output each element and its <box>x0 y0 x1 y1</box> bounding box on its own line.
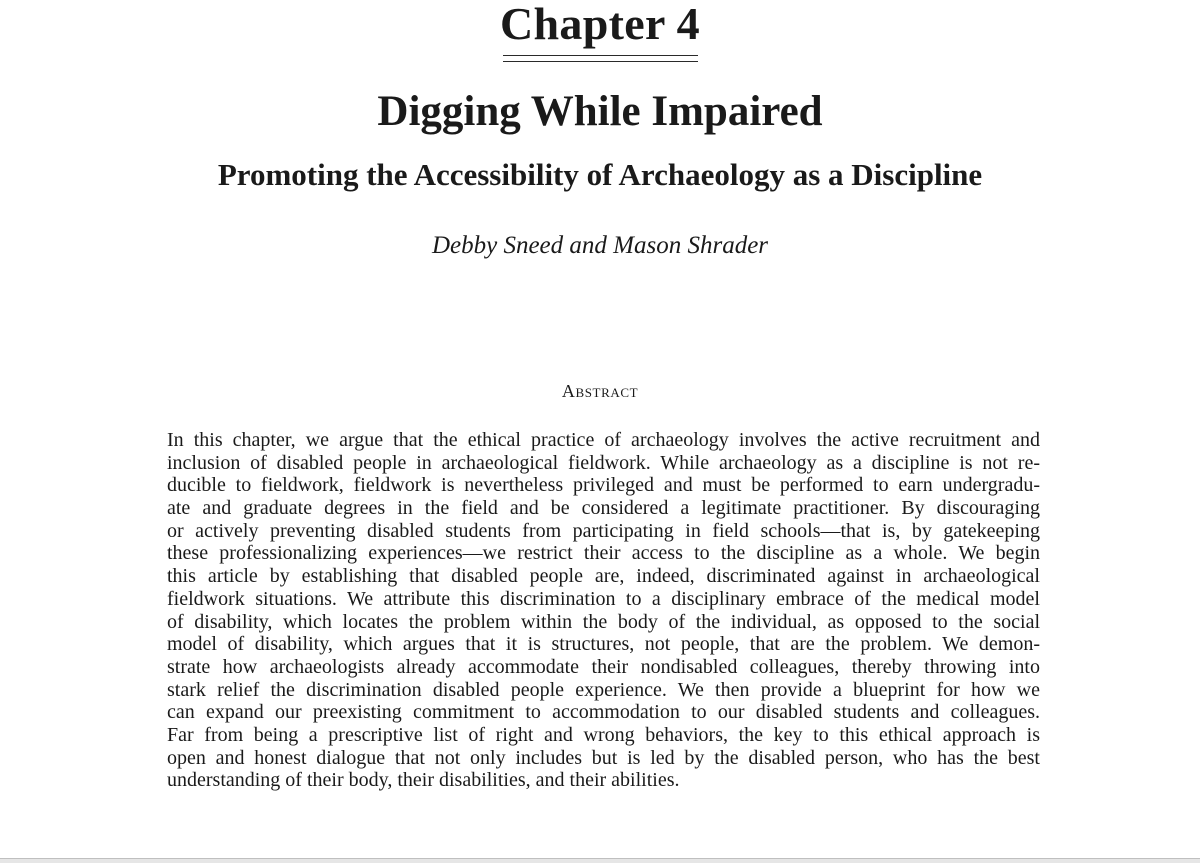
chapter-subtitle: Promoting the Accessibility of Archaeology as a Discipline <box>217 157 983 192</box>
chapter-label: Chapter 4 <box>500 0 700 49</box>
abstract-line: open and honest dialogue that not only includes but is led by the disabled person, who has the best <box>167 746 1040 769</box>
abstract-heading: Abstract <box>561 381 639 401</box>
chapter-title: Digging While Impaired <box>377 88 823 135</box>
page-bottom-edge <box>0 858 1200 859</box>
abstract-line: fieldwork situations. We attribute this discrimination to a disciplinary embrace of the medical model <box>167 587 1040 610</box>
chapter-underline-top <box>503 55 698 56</box>
abstract-line: of disability, which locates the problem within the body of the individual, as opposed to the social <box>167 610 1040 633</box>
abstract-line: ate and graduate degrees in the field and be considered a legitimate practitioner. By discouraging <box>167 497 1040 520</box>
author-names: Debby Sneed and Mason Shrader <box>431 232 769 259</box>
abstract-line: model of disability, which argues that it is structures, not people, that are the problem. We demon- <box>167 633 1040 656</box>
abstract-line: these professionalizing experiences—we restrict their access to the discipline as a whole. We begin <box>167 542 1040 565</box>
abstract-body <box>167 429 1040 792</box>
abstract-line: stark relief the discrimination disabled people experience. We then provide a blueprint for how we <box>167 678 1040 701</box>
abstract-line: this article by establishing that disabled people are, indeed, discriminated against in archaeological <box>167 565 1040 588</box>
abstract-line: In this chapter, we argue that the ethical practice of archaeology involves the active recruitment and <box>167 429 1040 451</box>
abstract-line: understanding of their body, their disabilities, and their abilities. <box>167 769 680 792</box>
abstract-line: Far from being a prescriptive list of right and wrong behaviors, the key to this ethical approach is <box>167 723 1040 746</box>
chapter-underline-bottom <box>503 61 698 62</box>
abstract-line: strate how archaeologists already accommodate their nondisabled colleagues, thereby throwing into <box>167 655 1040 678</box>
abstract-line: can expand our preexisting commitment to accommodation to our disabled students and colleagues. <box>167 701 1040 724</box>
abstract-line: ducible to fieldwork, fieldwork is nevertheless privileged and must be performed to earn undergradu- <box>167 474 1040 497</box>
abstract-line: inclusion of disabled people in archaeological fieldwork. While archaeology as a discipline is not re- <box>167 451 1040 474</box>
abstract-line: or actively preventing disabled students from participating in field schools—that is, by gatekeeping <box>167 519 1040 542</box>
